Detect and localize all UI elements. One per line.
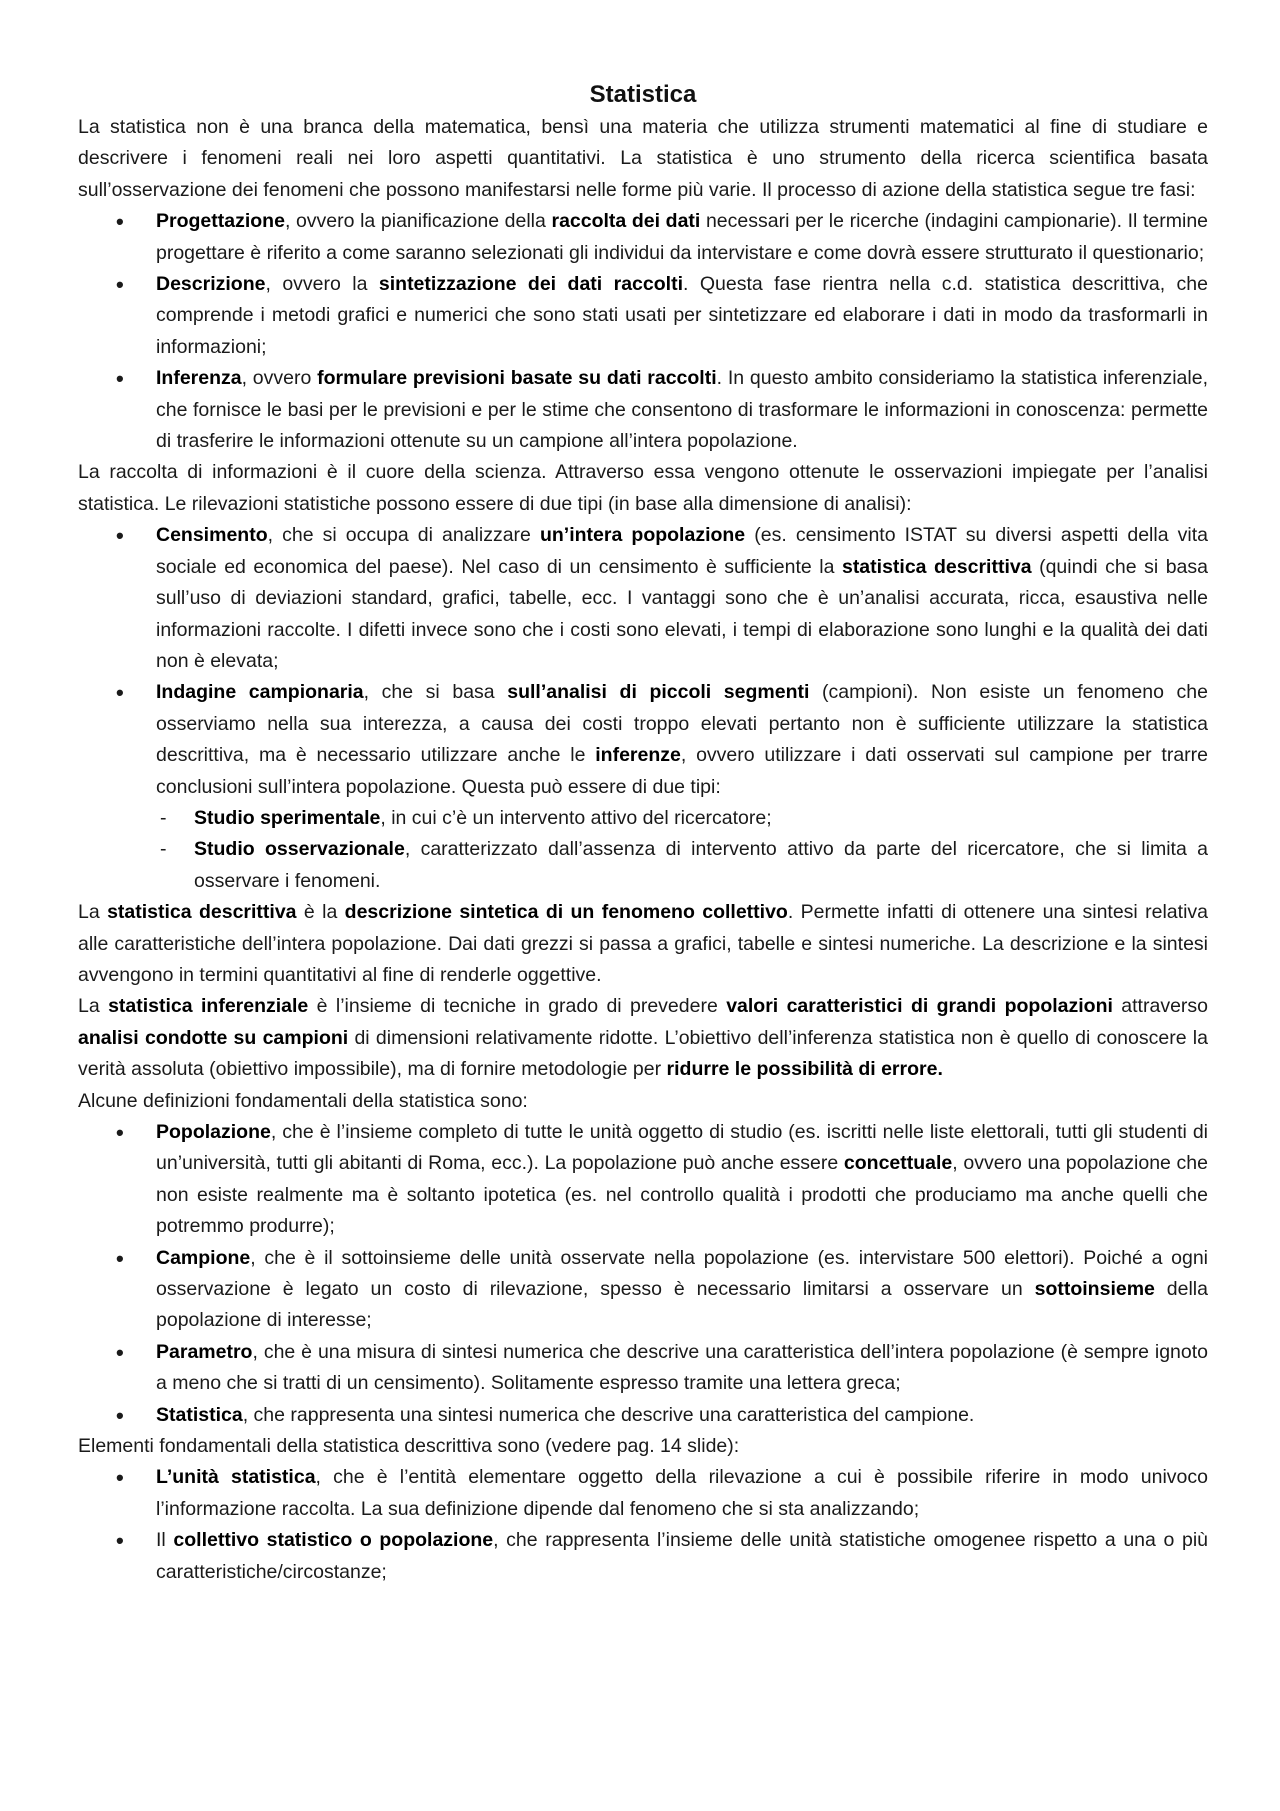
list-item-parametro: • Parametro, che è una misura di sintesi numerica che descrive una caratteristica dell’intera popolazione (è sempre ignoto a meno che si tratti di un censimento). Solitamente espresso tramite una lettera greca; <box>78 1337 1208 1400</box>
page-title: Statistica <box>589 81 697 108</box>
definizioni-intro: Alcune definizioni fondamentali della statistica sono: <box>78 1089 528 1112</box>
list-item-collettivo: • Il collettivo statistico o popolazione, che rappresenta l’insieme delle unità statistiche omogenee rispetto a una o più caratteristiche/circostanze; <box>78 1525 1208 1588</box>
list-item-popolazione: • Popolazione, che è l’insieme completo di tutte le unità oggetto di studio (es. iscritti nelle liste elettorali, tutti gli studenti di un’università, tutti gli abitanti di Roma, ecc.). La popolazione può anche essere concettuale, ovvero una popolazione che non esiste realmente ma è soltanto ipotetica (es. nel controllo qualità i prodotti che produciamo ma anche quelli che potremmo produrre); <box>78 1117 1208 1243</box>
elementi-intro: Elementi fondamentali della statistica descrittiva sono (vedere pag. 14 slide): <box>78 1435 740 1458</box>
list-item-campione: • Campione, che è il sottoinsieme delle unità osservate nella popolazione (es. intervistare 500 elettori). Poiché a ogni osservazione è legato un costo di rilevazione, spesso è necessario limitarsi a osservare un sottoinsieme della popolazione di interesse; <box>78 1243 1208 1337</box>
phases-list <box>78 206 1208 457</box>
rilevazioni-list <box>78 520 1208 803</box>
list-item-statistica: • Statistica, che rappresenta una sintesi numerica che descrive una caratteristica del campione. <box>78 1400 1208 1431</box>
descrittiva-paragraph: La statistica descrittiva è la descrizione sintetica di un fenomeno collettivo. Permette infatti di ottenere una sintesi relativa alle caratteristiche dell’intera popolazione. Dai dati grezzi si passa a grafici, tabelle e sintesi numeriche. La descrizione e la sintesi avvengono in termini quantitativi al fine di renderle oggettive. <box>78 901 1208 986</box>
intro-paragraph: La statistica non è una branca della matematica, bensì una materia che utilizza strumenti matematici al fine di studiare e descrivere i fenomeni reali nei loro aspetti quantitativi. La statistica è uno strumento della ricerca scientifica basata sull’osservazione dei fenomeni che possono manifestarsi nelle forme più varie. Il processo di azione della statistica segue tre fasi: <box>78 116 1208 201</box>
list-item-censimento: • Censimento, che si occupa di analizzare un’intera popolazione (es. censimento ISTAT su diversi aspetti della vita sociale ed economica del paese). Nel caso di un censimento è sufficiente la statistica descrittiva (quindi che si basa sull’uso di deviazioni standard, grafici, tabelle, ecc. I vantaggi sono che è un’analisi accurata, ricca, esaustiva nelle informazioni raccolte. I difetti invece sono che i costi sono elevati, i tempi di elaborazione sono lunghi e la qualità dei dati non è elevata; <box>78 520 1208 677</box>
inferenziale-paragraph: La statistica inferenziale è l’insieme di tecniche in grado di prevedere valori caratteristici di grandi popolazioni attraverso analisi condotte su campioni di dimensioni relativamente ridotte. L’obiettivo dell’inferenza statistica non è quello di conoscere la verità assoluta (obiettivo impossibile), ma di fornire metodologie per ridurre le possibilità di errore. <box>78 995 1208 1081</box>
list-item-studio-sperimentale: - Studio sperimentale, in cui c’è un intervento attivo del ricercatore; <box>78 803 1208 834</box>
studi-list <box>78 803 1208 897</box>
list-item-progettazione: • Progettazione, ovvero la pianificazione della raccolta dei dati necessari per le ricerche (indagini campionarie). Il termine progettare è riferito a come saranno selezionati gli individui da intervistare e come dovrà essere strutturato il questionario; <box>78 206 1208 269</box>
list-item-inferenza: • Inferenza, ovvero formulare previsioni basate su dati raccolti. In questo ambito consideriamo la statistica inferenziale, che fornisce le basi per le previsioni e per le stime che consentono di trasformare le informazioni in conoscenza: permette di trasferire le informazioni ottenute su un campione all’intera popolazione. <box>78 363 1208 457</box>
list-item-unita-statistica: • L’unità statistica, che è l’entità elementare oggetto della rilevazione a cui è possibile riferire in modo univoco l’informazione raccolta. La sua definizione dipende dal fenomeno che si sta analizzando; <box>78 1462 1208 1525</box>
raccolta-paragraph: La raccolta di informazioni è il cuore della scienza. Attraverso essa vengono ottenute le osservazioni impiegate per l’analisi statistica. Le rilevazioni statistiche possono essere di due tipi (in base alla dimensione di analisi): <box>78 461 1208 515</box>
definizioni-list <box>78 1117 1208 1431</box>
list-item-studio-osservazionale: - Studio osservazionale, caratterizzato dall’assenza di intervento attivo da parte del ricercatore, che si limita a osservare i fenomeni. <box>78 834 1208 897</box>
list-item-indagine: • Indagine campionaria, che si basa sull’analisi di piccoli segmenti (campioni). Non esiste un fenomeno che osserviamo nella sua interezza, a causa dei costi troppo elevati pertanto non è sufficiente utilizzare la statistica descrittiva, ma è necessario utilizzare anche le inferenze, ovvero utilizzare i dati osservati sul campione per trarre conclusioni sull’intera popolazione. Questa può essere di due tipi: <box>78 677 1208 803</box>
elementi-list <box>78 1462 1208 1588</box>
list-item-descrizione: • Descrizione, ovvero la sintetizzazione dei dati raccolti. Questa fase rientra nella c.d. statistica descrittiva, che comprende i metodi grafici e numerici che sono stati usati per sintetizzare ed elaborare i dati in modo da trasformarli in informazioni; <box>78 269 1208 363</box>
